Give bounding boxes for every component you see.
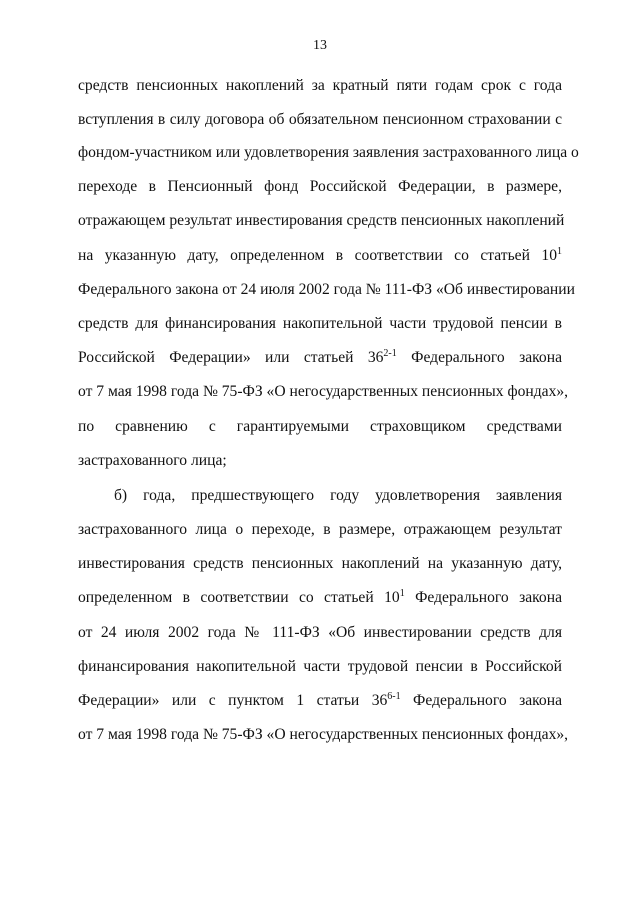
text-line: определенном в соответствии со статьей $10^1$ Федерального закона <box>78 588 562 606</box>
text-line: от 7 мая 1998 года № 75-ФЗ «О негосударственных пенсионных фондах», <box>78 726 569 743</box>
text-line: Федерации» или с пунктом 1 статьи 36$^{6-1}$ Федерального закона <box>78 691 562 709</box>
text-line: от 7 мая 1998 года № 75-ФЗ «О негосударственных пенсионных фондах», <box>78 383 569 400</box>
superscript: 2-1 <box>383 348 397 359</box>
superscript: 6-1 <box>387 691 401 702</box>
text-line: застрахованного лица; <box>78 452 227 469</box>
text-line: фондом-участником или удовлетворения заявления застрахованного лица о <box>78 144 579 161</box>
text-line: на указанную дату, определенном в соответствии со статьей $10^1$ <box>78 246 562 264</box>
text-line: Федерального закона от 24 июля 2002 года № 111-ФЗ «Об инвестировании <box>78 281 575 298</box>
text-line: по сравнению с гарантируемыми страховщиком средствами <box>78 418 562 435</box>
text-line: инвестирования средств пенсионных накоплений на указанную дату, <box>78 555 562 572</box>
text-line: финансирования накопительной части трудовой пенсии в Российской <box>78 658 562 675</box>
text-line: отражающем результат инвестирования средств пенсионных накоплений <box>78 212 565 229</box>
superscript: 1 <box>399 588 405 599</box>
text-line: застрахованного лица о переходе, в размере, отражающем результат <box>78 521 562 538</box>
text-line: вступления в силу договора об обязательном пенсионном страховании с <box>78 111 562 128</box>
superscript: 1 <box>557 246 562 257</box>
text-line: от 24 июля 2002 года № 111-ФЗ «Об инвестировании средств для <box>78 624 562 641</box>
text-line: переходе в Пенсионный фонд Российской Федерации, в размере, <box>78 178 562 195</box>
page-number: 13 <box>313 38 327 53</box>
text-line: средств для финансирования накопительной части трудовой пенсии в <box>78 315 562 332</box>
text-line: б) года, предшествующего году удовлетворения заявления <box>114 487 562 504</box>
text-line: Российской Федерации» или статьей 36$^{2-1}$ Федерального закона <box>78 348 562 366</box>
text-line: средств пенсионных накоплений за кратный пяти годам срок с года <box>78 77 562 94</box>
